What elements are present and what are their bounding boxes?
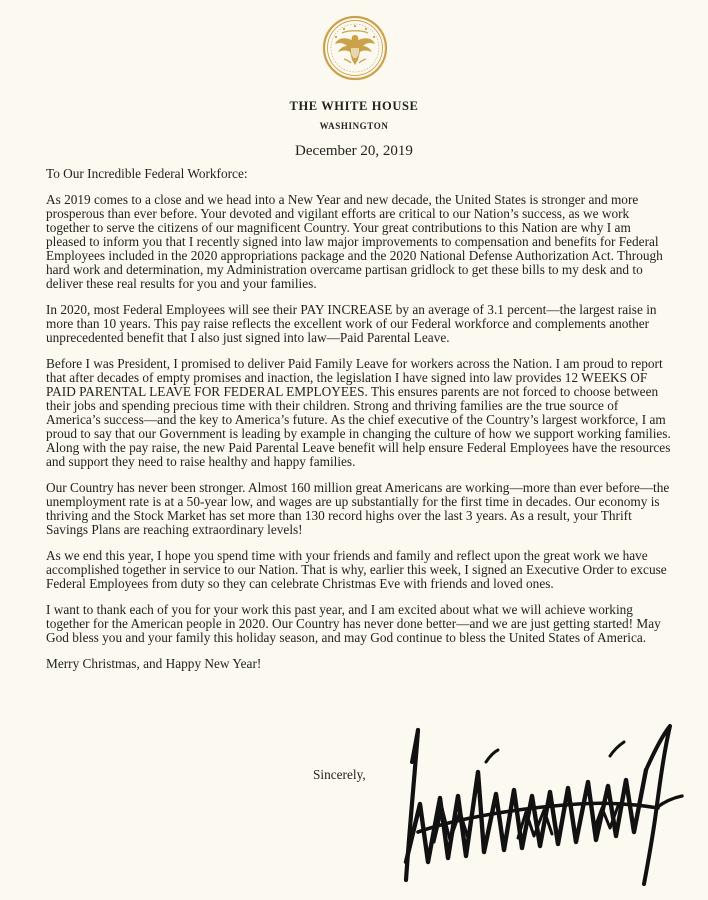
paragraph-intro: As 2019 comes to a close and we head into a New Year and new decade, the United States is stronger and more prosperous than ever before. Your devoted and vigilant efforts are critical to our Nation’s success, as we work together to serve the citizens of our magnificent Country. Your great contributions to this Nation are why I am pleased to inform you that I recently signed into law major improvements to compensation and benefits for Federal Employees included in the 2020 appropriations package and the 2020 National Defense Authorization Act. Through hard work and determination, my Administration overcame partisan gridlock to get these bills to my desk and to deliver these real results for you and your families.	[46, 192, 663, 291]
paragraph-thanks: I want to thank each of you for your work this past year, and I am excited about what we will achieve working together for the American people in 2020. Our Country has never done better—and we are just getting started! May God bless you and your family this holiday season, and may God continue to bless the United States of America.	[46, 602, 661, 645]
paragraph-economy: Our Country has never been stronger. Almost 160 million great Americans are working—more than ever before—the unemployment rate is at a 50-year low, and wages are up substantially for the first time in decades. Our economy is thriving and the Stock Market has set more than 130 record highs over the last 3 years. As a result, your Thrift Savings Plans are reaching extraordinary levels!	[46, 480, 670, 537]
paragraph-pay-increase: In 2020, most Federal Employees will see their PAY INCREASE by an average of 3.1 percent—the largest raise in more than 10 years. This pay raise reflects the excellent work of our Federal workforce and complements another unprecedented benefit that I also just signed into law—Paid Parental Leave.	[46, 302, 657, 345]
letterhead-title: THE WHITE HOUSE	[289, 99, 419, 113]
letterhead-city: WASHINGTON	[319, 121, 389, 131]
paragraph-parental-leave: Before I was President, I promised to deliver Paid Family Leave for workers across the Nation. I am proud to report that after decades of empty promises and inaction, the legislation I have signed into law provides 12 WEEKS OF PAID PARENTAL LEAVE FOR FEDERAL EMPLOYEES. This ensures parents are not forced to choose between their jobs and spending precious time with their children. Strong and thriving families are the true source of America’s success—and the key to America’s future. As the chief executive of the Country’s largest workforce, I am proud to say that our Government is leading by example in changing the culture of how we support working families. Along with the pay raise, the new Paid Parental Leave benefit will help ensure Federal Employees have the resources and support they need to raise healthy and happy families.	[46, 356, 671, 469]
paragraph-greeting: Merry Christmas, and Happy New Year!	[46, 656, 262, 671]
presidential-seal-icon	[322, 15, 388, 81]
closing: Sincerely,	[313, 767, 366, 782]
salutation: To Our Incredible Federal Workforce:	[46, 166, 248, 181]
letter-date: December 20, 2019	[295, 143, 413, 159]
signature-icon	[398, 712, 694, 892]
letter-body	[46, 167, 672, 683]
paragraph-christmas-eve: As we end this year, I hope you spend time with your friends and family and reflect upon the great work we have accomplished together in service to our Nation. That is why, earlier this week, I signed an Executive Order to excuse Federal Employees from duty so they can celebrate Christmas Eve with friends and loved ones.	[46, 548, 667, 591]
